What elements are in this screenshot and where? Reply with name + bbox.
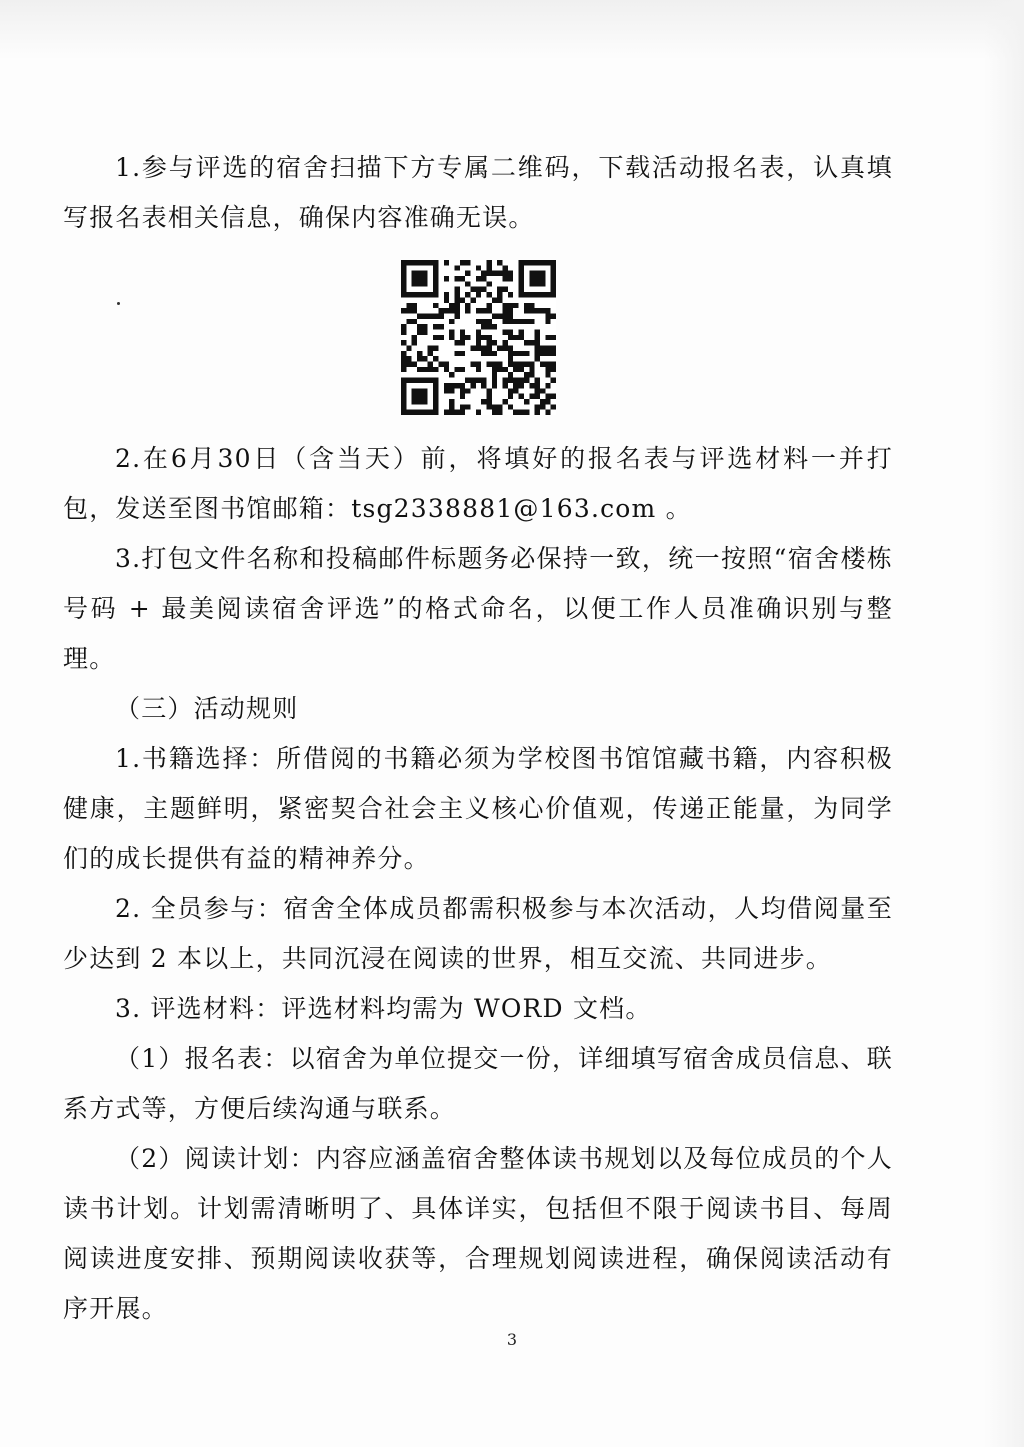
document-body	[63, 143, 893, 1334]
paragraph-full-participation: 2. 全员参与：宿舍全体成员都需积极参与本次活动，人均借阅量至少达到 2 本以上，共同沉浸在阅读的世界，相互交流、共同进步。	[63, 894, 893, 973]
paragraph-book-selection: 1.书籍选择：所借阅的书籍必须为学校图书馆馆藏书籍，内容积极健康，主题鲜明，紧密契合社会主义核心价值观，传递正能量，为同学们的成长提供有益的精神养分。	[63, 744, 893, 873]
qr-code-image[interactable]	[401, 260, 556, 415]
paragraph-file-naming: 3.打包文件名称和投稿邮件标题务必保持一致，统一按照“宿舍楼栋号码 + 最美阅读宿舍评选”的格式命名，以便工作人员准确识别与整理。	[63, 544, 893, 673]
paragraph-materials: 3. 评选材料：评选材料均需为 WORD 文档。	[115, 994, 652, 1023]
paragraph-scan-qr: 1.参与评选的宿舍扫描下方专属二维码，下载活动报名表，认真填写报名表相关信息，确保内容准确无误。	[63, 153, 893, 232]
paragraph-reading-plan: （2）阅读计划：内容应涵盖宿舍整体读书规划以及每位成员的个人读书计划。计划需清晰明了、具体详实，包括但不限于阅读书目、每周阅读进度安排、预期阅读收获等，合理规划阅读进程，确保阅读活动有序开展。	[63, 1144, 893, 1323]
scan-shadow-right	[984, 0, 1024, 1447]
section-heading-rules: （三）活动规则	[115, 694, 299, 723]
qr-code-container	[63, 255, 893, 420]
paragraph-deadline: 2.在6月30日（含当天）前，将填好的报名表与评选材料一并打包，发送至图书馆邮箱：tsg2338881@163.com 。	[63, 444, 893, 523]
paragraph-registration-form: （1）报名表：以宿舍为单位提交一份，详细填写宿舍成员信息、联系方式等，方便后续沟通与联系。	[63, 1044, 893, 1123]
scan-shadow-top	[0, 0, 1024, 60]
page-number: 3	[506, 1330, 518, 1349]
